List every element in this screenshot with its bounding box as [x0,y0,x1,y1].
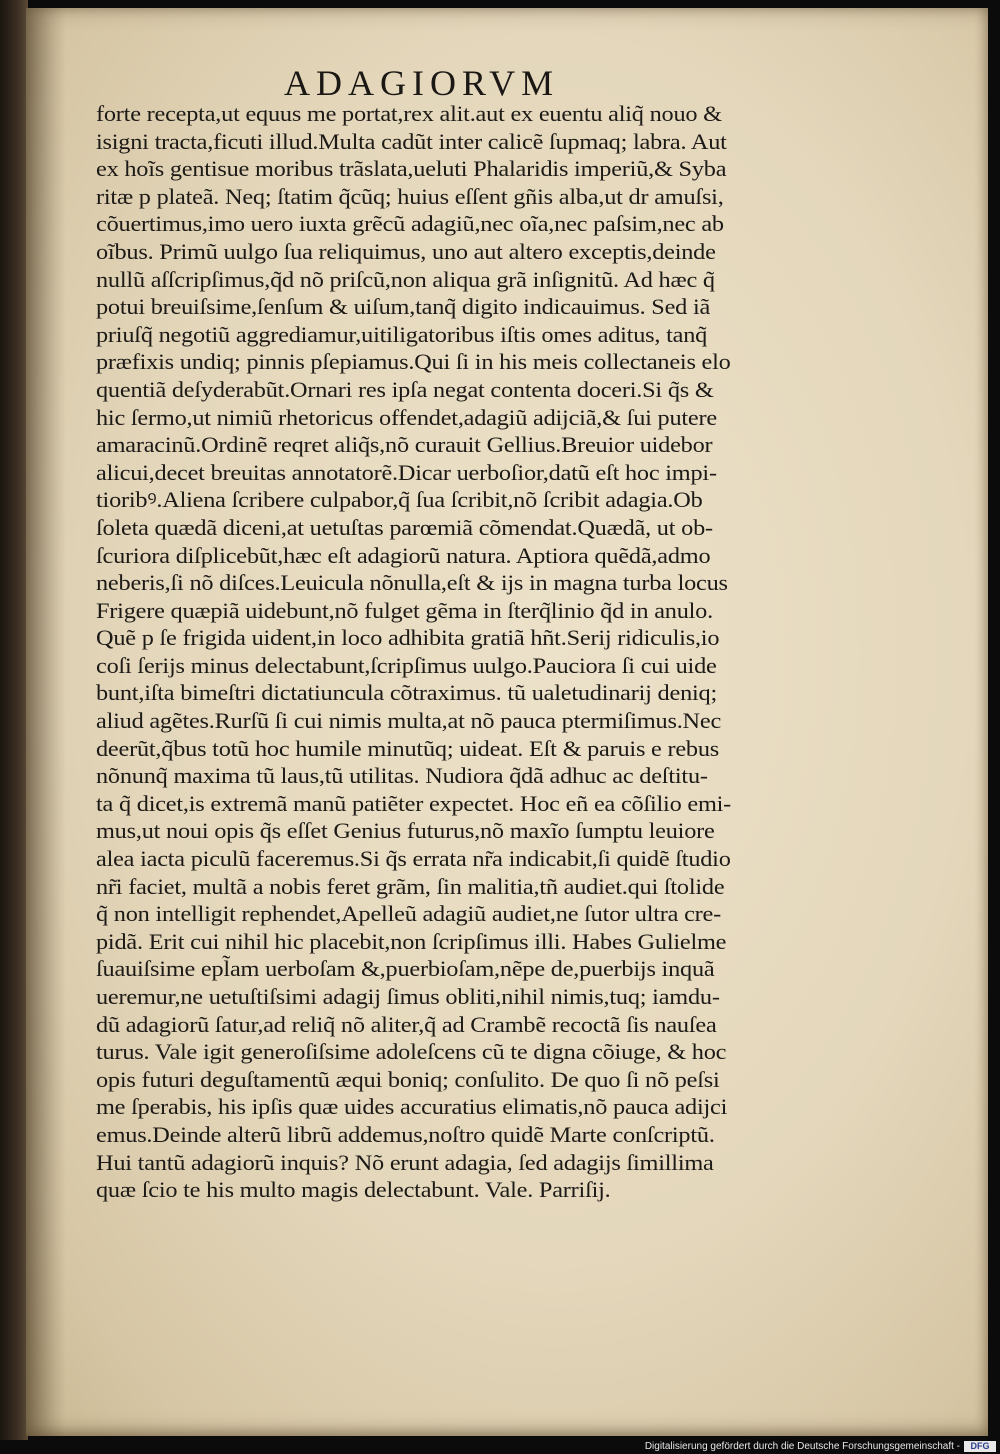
text-line: ueremur,ne uetuſtiſsimi adagij ſimus obliti,nihil nimis,tuq; iamdu- [96,984,720,1009]
text-line: isigni tracta,ficuti illud.Multa cadũt inter calicẽ ſupmaq; labra. Aut [96,128,727,154]
text-line: alicui,decet breuitas annotatorẽ.Dicar uerboſior,datũ eſt hoc impi- [96,459,717,485]
text-line: q̃ non intelligit rephendet,Apelleũ adagiũ audiet,ne ſutor ultra cre- [96,901,721,927]
text-line: tioribꝰ.Aliena ſcribere culpabor,q̃ ſua ſcribit,nõ ſcribit adagia.Ob [96,487,703,513]
text-line: amaracinũ.Ordinẽ reqret aliq̃s,nõ curauit Gellius.Breuior uidebor [96,432,713,458]
text-line: mus,ut noui opis q̃s eſſet Genius futurus,nõ maxĩo ſumptu leuiore [96,818,715,844]
text-line: ſuauiſsime epl̃am uerboſam &,puerbioſam,nẽpe de,puerbijs inquã [96,956,715,982]
book-binding-edge [0,0,28,1440]
text-line: ritæ p plateã. Neq; ſtatim q̃cũq; huius eſſent gñis alba,ut dr amuſsi, [96,183,724,209]
text-line: ſcuriora diſplicebũt,hæc eſt adagiorũ natura. Aptiora quẽdã,admo [96,542,711,568]
text-line: coſi ſerijs minus delectabunt,ſcripſimus uulgo.Pauciora ſi cui uide [96,652,717,678]
text-line: ſoleta quædã diceni,at uetuſtas parœmiã cõmendat.Quædã, ut ob- [96,514,713,540]
text-line: emus.Deinde alterũ librũ addemus,noſtro quidẽ Marte conſcriptũ. [96,1121,715,1147]
digitization-credit: Digitalisierung gefördert durch die Deutsche Forschungsgemeinschaft - [644,1441,960,1452]
text-line: opis futuri deguſtamentũ æqui boniq; conſulito. De quo ſi nõ peſsi [96,1066,720,1092]
text-line: ta q̃ dicet,is extremã manũ patiẽter expectet. Hoc eñ ea cõſilio emi- [96,790,732,816]
text-line: oĩbus. Primũ uulgo ſua reliquimus, uno aut altero exceptis,deinde [96,238,716,264]
text-line: forte recepta,ut equus me portat,rex alit.aut ex euentu aliq̃ nouo & [96,101,722,126]
text-line: quentiã deſyderabũt.Ornari res ipſa negat contenta doceri.Si q̃s & [96,376,714,402]
running-head: ADAGIORVM [284,63,560,103]
text-line: me ſperabis, his ipſis quæ uides accuratius elimatis,nõ pauca adijci [96,1094,728,1120]
text-line: hic ſermo,ut nimiũ rhetoricus offendet,adagiũ adijciã,& ſui putere [96,404,717,430]
text-line: Quẽ p ſe frigida uident,in loco adhibita gratiã hñt.Serij ridiculis,io [96,625,720,651]
text-line: pidã. Erit cui nihil hic placebit,non ſcripſimus illi. Habes Gulielme [96,928,727,954]
text-line: aliud agẽtes.Rurſũ ſi cui nimis multa,at nõ pauca ptermiſimus.Nec [96,708,722,734]
text-line: alea iacta piculũ faceremus.Si q̃s errata nr̃a indicabit,ſi quidẽ ſtudio [96,846,731,872]
body-text [96,100,816,1204]
dfg-logo-icon: DFG [964,1441,996,1452]
text-line: nr̃i faciet, multã a nobis feret grãm, ſin malitia,tñ audiet.qui ſtolide [96,873,725,899]
text-line: nõnunq̃ maxima tũ laus,tũ utilitas. Nudiora q̃dã adhuc ac deſtitu- [96,763,708,789]
text-line: ex hoĩs gentisue moribus trãslata,ueluti Phalaridis imperiũ,& Syba [96,156,727,182]
text-line: bunt,iſta bimeſtri dictatiuncula cõtraximus. tũ ualetudinarij deniq; [96,680,718,706]
text-line: deerũt,q̃bus totũ hoc humile minutũq; uideat. Eſt & paruis e rebus [96,735,720,761]
text-line: præfixis undiq; pinnis pſepiamus.Qui ſi in his meis collectaneis elo [96,349,731,375]
text-line: turus. Vale igit generoſiſsime adoleſcens cũ te digna cõiuge, & hoc [96,1039,727,1065]
text-line: dũ adagiorũ ſatur,ad reliq̃ nõ aliter,q̃ ad Crambẽ recoctã ſis nauſea [96,1011,717,1037]
text-line: nullũ aſſcripſimus,q̃d nõ priſcũ,non aliqua grã inſignitũ. Ad hæc q̃ [96,266,715,292]
text-line: quæ ſcio te his multo magis delectabunt. Vale. Parriſij. [96,1177,611,1203]
text-line: Hui tantũ adagiorũ inquis? Nõ erunt adagia, ſed adagijs ſimillima [96,1149,714,1175]
text-line: neberis,ſi nõ diſces.Leuicula nõnulla,eſt & ijs in magna turba locus [96,570,728,596]
text-line: Frigere quæpiã uidebunt,nõ fulget gẽma in ſterq̃linio q̃d in anulo. [96,597,713,623]
text-line: cõuertimus,imo uero iuxta grẽcũ adagiũ,nec oĩa,nec paſsim,nec ab [96,211,724,237]
text-line: priuſq̃ negotiũ aggrediamur,uitiligatoribus iſtis omes aditus, tanq̃ [96,321,708,347]
text-line: potui breuiſsime,ſenſum & uiſum,tanq̃ digito indicauimus. Sed iã [96,294,711,320]
